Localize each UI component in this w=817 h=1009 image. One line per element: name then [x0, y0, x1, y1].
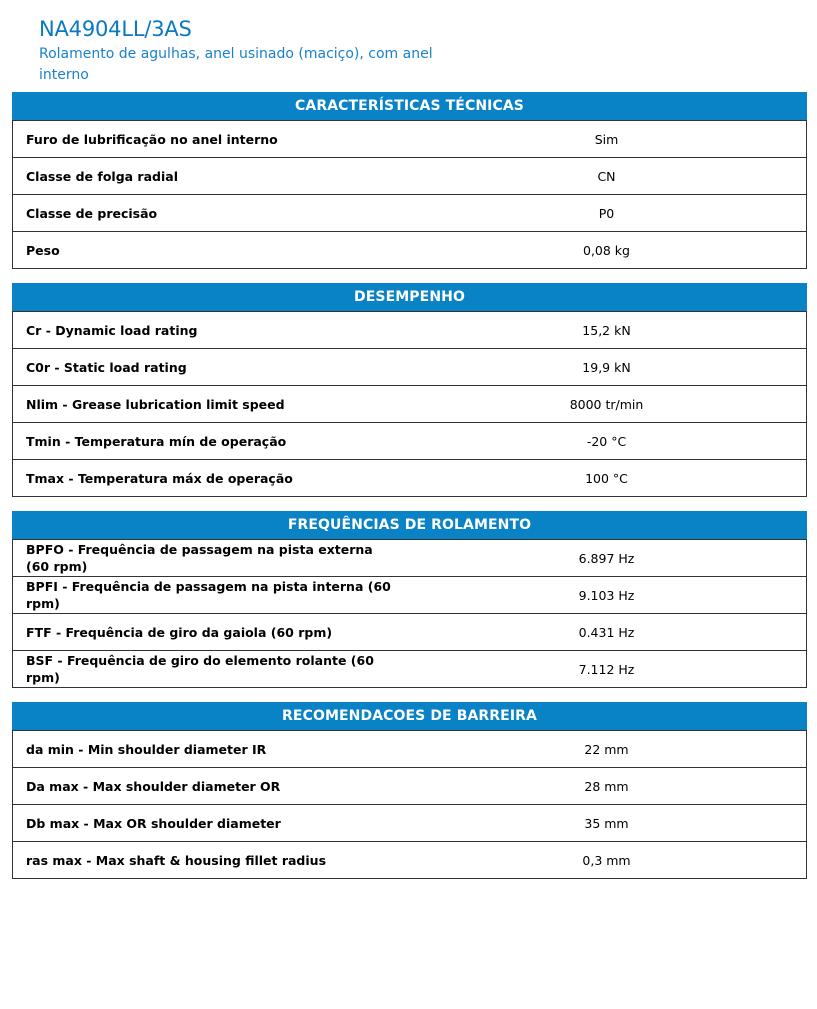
- row-value: Sim: [594, 131, 619, 147]
- table-row: [13, 311, 806, 348]
- table-row: [13, 348, 806, 385]
- table-row: [13, 613, 806, 650]
- table-row: [13, 157, 806, 194]
- table-row: [13, 767, 806, 804]
- table-row: [13, 385, 806, 422]
- row-label: Classe de folga radial: [26, 168, 178, 184]
- row-label: Peso: [26, 242, 60, 258]
- row-value: 19,9 kN: [582, 359, 631, 375]
- section-frequencias-de-rolamento: [12, 511, 807, 688]
- row-value: 6.897 Hz: [578, 550, 635, 566]
- table-row: [13, 576, 806, 613]
- row-label: Tmax - Temperatura máx de operação: [26, 470, 293, 486]
- table-row: [13, 120, 806, 157]
- row-value: CN: [597, 168, 616, 184]
- row-value: P0: [598, 205, 615, 221]
- row-value: 0,3 mm: [582, 852, 631, 868]
- row-label: da min - Min shoulder diameter IR: [26, 741, 267, 757]
- row-value: 7.112 Hz: [578, 661, 635, 677]
- row-label: Furo de lubrificação no anel interno: [26, 131, 278, 147]
- product-subtitle: Rolamento de agulhas, anel usinado (maciço), com anel interno: [39, 46, 433, 83]
- section-header: CARACTERÍSTICAS TÉCNICAS: [12, 92, 807, 120]
- row-label: Db max - Max OR shoulder diameter: [26, 815, 281, 831]
- spec-table: [12, 539, 807, 688]
- product-title: NA4904LL/3AS: [39, 17, 192, 41]
- spec-table: [12, 311, 807, 497]
- table-row: [13, 730, 806, 767]
- row-label: ras max - Max shaft & housing fillet radius: [26, 852, 327, 868]
- row-label: Da max - Max shoulder diameter OR: [26, 778, 281, 794]
- section-recomendacoes-de-barreira: [12, 702, 807, 879]
- row-label: Cr - Dynamic load rating: [26, 322, 198, 338]
- table-row: [13, 841, 806, 878]
- section-header: DESEMPENHO: [12, 283, 807, 311]
- spec-table: [12, 120, 807, 269]
- table-row: [13, 539, 806, 576]
- section-header: RECOMENDACOES DE BARREIRA: [12, 702, 807, 730]
- row-value: 9.103 Hz: [578, 587, 635, 603]
- spec-table: [12, 730, 807, 879]
- row-value: 28 mm: [584, 778, 629, 794]
- row-label: Classe de precisão: [26, 205, 158, 221]
- row-value: 0,08 kg: [583, 242, 630, 258]
- row-value: 100 °C: [585, 470, 628, 486]
- table-row: [13, 459, 806, 496]
- row-value: 0.431 Hz: [578, 624, 635, 640]
- row-label: BPFO - Frequência de passagem na pista externa (60 rpm): [26, 542, 373, 574]
- row-value: 15,2 kN: [582, 322, 631, 338]
- table-row: [13, 422, 806, 459]
- table-row: [13, 231, 806, 268]
- row-label: C0r - Static load rating: [26, 359, 187, 375]
- product-header: [39, 14, 479, 86]
- table-row: [13, 650, 806, 687]
- row-value: 22 mm: [584, 741, 629, 757]
- row-label: Tmin - Temperatura mín de operação: [26, 433, 287, 449]
- row-label: FTF - Frequência de giro da gaiola (60 rpm): [26, 624, 333, 640]
- section-desempenho: [12, 283, 807, 497]
- row-label: BPFI - Frequência de passagem na pista interna (60 rpm): [26, 579, 391, 611]
- section-caracteristicas-tecnicas: [12, 92, 807, 269]
- row-value: 35 mm: [584, 815, 629, 831]
- row-label: BSF - Frequência de giro do elemento rolante (60 rpm): [26, 653, 374, 685]
- row-value: 8000 tr/min: [569, 396, 644, 412]
- table-row: [13, 194, 806, 231]
- row-label: Nlim - Grease lubrication limit speed: [26, 396, 285, 412]
- section-header: FREQUÊNCIAS DE ROLAMENTO: [12, 511, 807, 539]
- table-row: [13, 804, 806, 841]
- row-value: -20 °C: [586, 433, 627, 449]
